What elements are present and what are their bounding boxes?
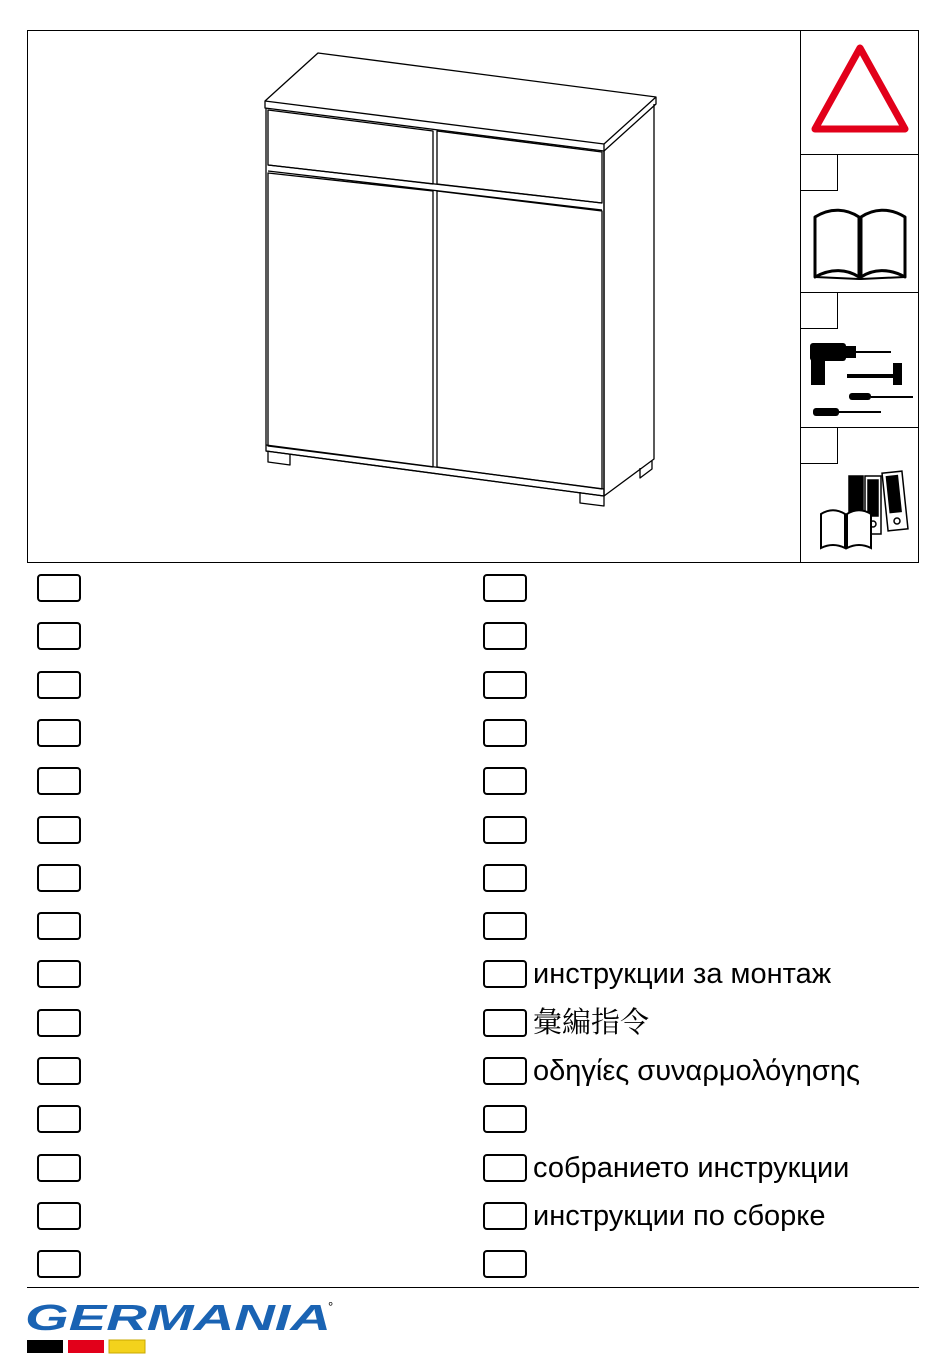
right-language-row bbox=[483, 1006, 649, 1040]
left-language-row bbox=[37, 861, 87, 895]
right-language-row bbox=[483, 1054, 860, 1088]
left-language-row bbox=[37, 1199, 87, 1233]
language-code-box bbox=[483, 960, 527, 988]
language-label: οδηγίες συναρμολόγησης bbox=[533, 1055, 860, 1087]
language-code-box bbox=[37, 1057, 81, 1085]
language-label: собранието инструкции bbox=[533, 1151, 850, 1184]
binders-book-icon bbox=[801, 428, 919, 563]
language-code-box bbox=[483, 767, 527, 795]
language-label: инструкции по сборке bbox=[533, 1199, 826, 1232]
cover-frame bbox=[27, 30, 919, 563]
language-code-box bbox=[483, 574, 527, 602]
footer-divider bbox=[27, 1287, 919, 1288]
language-code-box bbox=[37, 864, 81, 892]
left-language-row bbox=[37, 957, 87, 991]
flag-red bbox=[68, 1340, 104, 1353]
right-language-row bbox=[483, 668, 533, 702]
left-language-row bbox=[37, 764, 87, 798]
language-code-box bbox=[37, 767, 81, 795]
language-code-box bbox=[37, 960, 81, 988]
language-code-box bbox=[37, 622, 81, 650]
sidebar bbox=[800, 31, 919, 562]
language-code-box bbox=[483, 912, 527, 940]
left-language-row bbox=[37, 716, 87, 750]
brand-mark: ° bbox=[328, 1299, 334, 1314]
language-code-box bbox=[37, 1009, 81, 1037]
language-label: инструкции за монтаж bbox=[533, 958, 832, 991]
right-language-row bbox=[483, 619, 533, 653]
right-language-row bbox=[483, 957, 831, 991]
right-language-row bbox=[483, 1151, 849, 1185]
cabinet-illustration bbox=[28, 31, 800, 562]
left-language-row bbox=[37, 1054, 87, 1088]
left-language-row bbox=[37, 909, 87, 943]
language-code-box bbox=[483, 1202, 527, 1230]
language-code-box bbox=[483, 1250, 527, 1278]
right-language-row bbox=[483, 813, 533, 847]
right-language-row bbox=[483, 861, 533, 895]
tools-cell bbox=[801, 292, 919, 427]
language-code-box bbox=[37, 1105, 81, 1133]
language-code-box bbox=[483, 1105, 527, 1133]
flag-gold bbox=[109, 1340, 145, 1353]
left-language-row bbox=[37, 1151, 87, 1185]
open-book-icon bbox=[801, 155, 919, 293]
left-language-row bbox=[37, 1006, 87, 1040]
left-language-row bbox=[37, 1247, 87, 1281]
right-language-row bbox=[483, 1102, 533, 1136]
right-language-row bbox=[483, 1247, 533, 1281]
language-code-box bbox=[37, 1250, 81, 1278]
language-code-box bbox=[483, 816, 527, 844]
language-code-box bbox=[483, 719, 527, 747]
language-code-box bbox=[483, 1154, 527, 1182]
warning-triangle-icon bbox=[801, 31, 919, 154]
right-language-row bbox=[483, 909, 533, 943]
right-language-row bbox=[483, 571, 533, 605]
right-language-row bbox=[483, 716, 533, 750]
language-code-box bbox=[37, 574, 81, 602]
language-code-box bbox=[483, 864, 527, 892]
language-code-box bbox=[37, 816, 81, 844]
tools-icon bbox=[801, 293, 919, 428]
left-language-row bbox=[37, 1102, 87, 1136]
language-code-box bbox=[483, 1057, 527, 1085]
left-language-row bbox=[37, 619, 87, 653]
right-language-row bbox=[483, 1199, 825, 1233]
right-language-row bbox=[483, 764, 533, 798]
language-code-box bbox=[483, 622, 527, 650]
language-code-box bbox=[37, 1202, 81, 1230]
language-code-box bbox=[483, 1009, 527, 1037]
language-code-box bbox=[37, 912, 81, 940]
language-code-box bbox=[483, 671, 527, 699]
brand-name: GERMANIA bbox=[25, 1298, 331, 1338]
language-code-box bbox=[37, 719, 81, 747]
germania-logo bbox=[25, 1298, 345, 1356]
binders-cell bbox=[801, 427, 919, 562]
left-language-row bbox=[37, 668, 87, 702]
language-label: 彙編指令 bbox=[533, 1006, 650, 1039]
manual-cell bbox=[801, 154, 919, 292]
left-language-row bbox=[37, 571, 87, 605]
language-code-box bbox=[37, 1154, 81, 1182]
warning-cell bbox=[801, 31, 919, 154]
left-language-row bbox=[37, 813, 87, 847]
flag-black bbox=[27, 1340, 63, 1353]
language-code-box bbox=[37, 671, 81, 699]
